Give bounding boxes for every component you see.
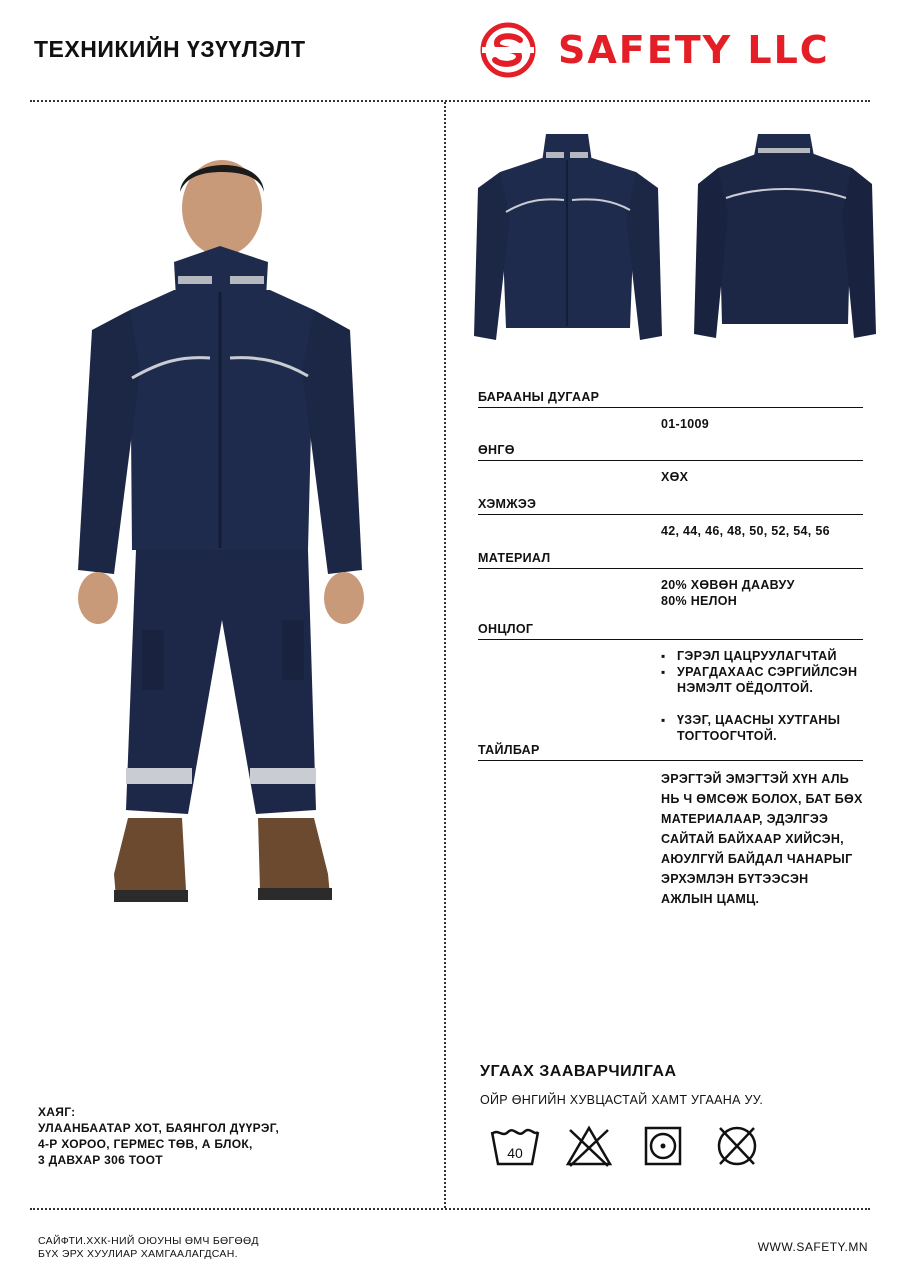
copyright-line: САЙФТИ.ХХК-НИЙ ОЮУНЫ ӨМЧ БӨГӨӨД <box>38 1235 259 1247</box>
spec-item-number <box>478 390 863 432</box>
brand-name: SAFETY LLC <box>558 28 830 72</box>
spec-description <box>478 743 863 909</box>
top-divider <box>30 100 870 102</box>
material-line: 80% НЕЛОН <box>661 594 738 608</box>
spec-color <box>478 443 863 485</box>
spec-value: ЭРЭГТЭЙ ЭМЭГТЭЙ ХҮН АЛЬ НЬ Ч ӨМСӨЖ БОЛОХ, БАТ БӨХ МАТЕРИАЛААР, ЭДЭЛГЭЭ САЙТАЙ БАЙХААР ХИЙСЭН, АЮУЛГҮЙ БАЙДАЛ ЧАНАРЫГ ЭРХЭМЛЭН БҮТЭЭСЭН АЖЛЫН ЦАМЦ. <box>661 772 863 906</box>
spec-value: ХӨХ <box>661 470 689 484</box>
feature-list <box>661 648 863 744</box>
spec-label: ОНЦЛОГ <box>478 622 863 640</box>
copyright-line: БҮХ ЭРХ ХУУЛИАР ХАМГААЛАГДСАН. <box>38 1248 238 1260</box>
do-not-bleach-icon <box>562 1124 616 1168</box>
brand-logo-icon <box>480 22 536 78</box>
list-item: ▪ ГЭРЭЛ ЦАЦРУУЛАГЧТАЙ <box>661 648 863 664</box>
spec-label: БАРААНЫ ДУГААР <box>478 390 863 408</box>
address-label: ХАЯГ: <box>38 1105 76 1119</box>
spec-value: 42, 44, 46, 48, 50, 52, 54, 56 <box>661 524 830 538</box>
copyright-notice <box>38 1235 259 1261</box>
wash-temperature: 40 <box>507 1145 523 1161</box>
jacket-front-photo <box>470 128 665 353</box>
tumble-dry-icon <box>636 1124 690 1168</box>
column-divider <box>444 102 446 1208</box>
spec-label: ТАЙЛБАР <box>478 743 863 761</box>
address-block <box>38 1104 279 1168</box>
care-icons <box>488 1124 784 1168</box>
model-photo <box>70 150 370 920</box>
list-item: ▪ УРАГДАХААС СЭРГИЙЛСЭН НЭМЭЛТ ОЁДОЛТОЙ. <box>661 664 863 696</box>
address-line: 4-Р ХОРОО, ГЕРМЕС ТӨВ, А БЛОК, <box>38 1137 253 1151</box>
spec-label: ХЭМЖЭЭ <box>478 497 863 515</box>
spec-label: МАТЕРИАЛ <box>478 551 863 569</box>
spec-size <box>478 497 863 539</box>
do-not-dry-clean-icon <box>710 1124 764 1168</box>
address-line: УЛААНБААТАР ХОТ, БАЯНГОЛ ДҮҮРЭГ, <box>38 1121 280 1135</box>
spec-label: ӨНГӨ <box>478 443 863 461</box>
spec-value <box>661 648 863 744</box>
spec-value: 01-1009 <box>661 417 709 431</box>
spec-value <box>661 577 863 609</box>
jacket-back-photo <box>690 128 880 348</box>
page-title: ТЕХНИКИЙН ҮЗҮҮЛЭЛТ <box>34 36 306 62</box>
bottom-divider <box>30 1208 870 1210</box>
website-link[interactable]: WWW.SAFETY.MN <box>757 1240 868 1254</box>
spec-material <box>478 551 863 609</box>
wash-title: УГААХ ЗААВАРЧИЛГАА <box>480 1063 677 1080</box>
material-line: 20% ХӨВӨН ДААВУУ <box>661 578 795 592</box>
spec-features <box>478 622 863 744</box>
brand-logo <box>480 22 830 78</box>
wash-note: ОЙР ӨНГИЙН ХУВЦАСТАЙ ХАМТ УГААНА УУ. <box>480 1093 764 1107</box>
wash-40-icon <box>488 1124 542 1168</box>
list-item: ▪ ҮЗЭГ, ЦААСНЫ ХУТГАНЫ ТОГТООГЧТОЙ. <box>661 712 863 744</box>
address-line: 3 ДАВХАР 306 ТООТ <box>38 1153 163 1167</box>
